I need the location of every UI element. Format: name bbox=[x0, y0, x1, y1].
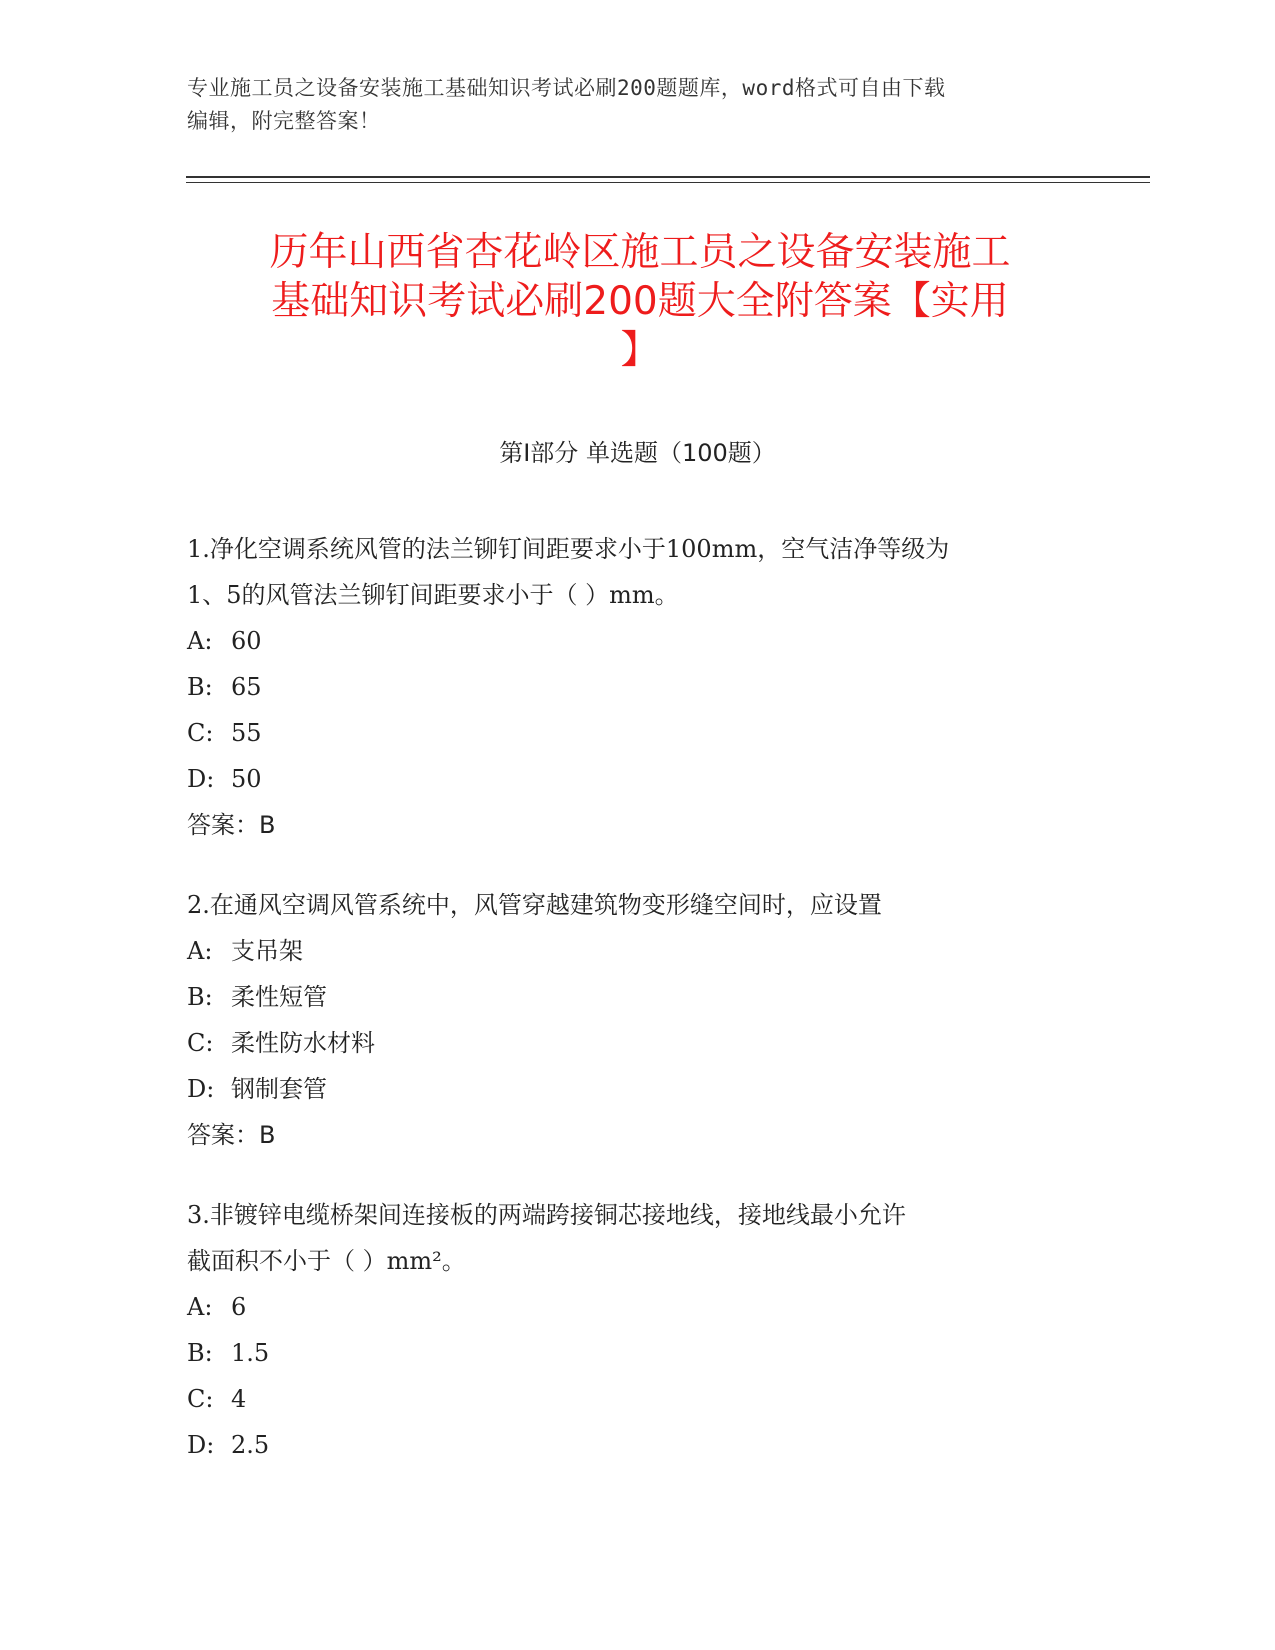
option-letter: B: bbox=[187, 673, 213, 701]
option-text: 柔性短管 bbox=[231, 983, 327, 1011]
question-stem: 3.非镀锌电缆桥架间连接板的两端跨接铜芯接地线，接地线最小允许 bbox=[187, 1201, 906, 1229]
option-text: 2.5 bbox=[231, 1431, 270, 1459]
section-heading: 第Ⅰ部分 单选题（100题） bbox=[499, 439, 776, 467]
header-divider bbox=[186, 176, 1150, 178]
option-text: 55 bbox=[231, 719, 262, 747]
option-letter: C: bbox=[187, 1029, 214, 1057]
option-c bbox=[187, 1020, 1087, 1066]
answer-text: 答案：B bbox=[187, 1121, 276, 1149]
option-letter: D: bbox=[187, 765, 215, 793]
option-d bbox=[187, 1422, 1087, 1468]
question-stem: 1.净化空调系统风管的法兰铆钉间距要求小于100mm，空气洁净等级为 bbox=[187, 535, 950, 563]
option-b bbox=[187, 664, 1087, 710]
option-text: 支吊架 bbox=[231, 937, 303, 965]
option-letter: D: bbox=[187, 1431, 215, 1459]
option-letter: C: bbox=[187, 1385, 214, 1413]
option-text: 4 bbox=[231, 1385, 247, 1413]
question-item bbox=[187, 526, 1087, 848]
option-c bbox=[187, 710, 1087, 756]
option-a bbox=[187, 618, 1087, 664]
option-letter: B: bbox=[187, 1339, 213, 1367]
question-item bbox=[187, 1192, 1087, 1468]
option-letter: D: bbox=[187, 1075, 215, 1103]
option-d bbox=[187, 1066, 1087, 1112]
option-letter: A: bbox=[187, 1293, 213, 1321]
option-a bbox=[187, 1284, 1087, 1330]
option-letter: C: bbox=[187, 719, 214, 747]
option-text: 柔性防水材料 bbox=[231, 1029, 375, 1057]
option-letter: B: bbox=[187, 983, 213, 1011]
option-text: 钢制套管 bbox=[231, 1075, 327, 1103]
option-c bbox=[187, 1376, 1087, 1422]
question-item bbox=[187, 882, 1087, 1158]
option-text: 60 bbox=[231, 627, 262, 655]
answer-text: 答案：B bbox=[187, 811, 276, 839]
document-title-line: 】 bbox=[620, 328, 660, 373]
option-text: 65 bbox=[231, 673, 262, 701]
option-a bbox=[187, 928, 1087, 974]
question-stem: 2.在通风空调风管系统中，风管穿越建筑物变形缝空间时，应设置 bbox=[187, 891, 882, 919]
document-title-line: 历年山西省杏花岭区施工员之设备安装施工 bbox=[269, 230, 1011, 275]
option-b bbox=[187, 974, 1087, 1020]
option-d bbox=[187, 756, 1087, 802]
header-note bbox=[187, 72, 1067, 138]
option-b bbox=[187, 1330, 1087, 1376]
option-text: 50 bbox=[231, 765, 262, 793]
header-note-line: 编辑，附完整答案！ bbox=[187, 109, 381, 133]
question-stem: 截面积不小于（ ）mm²。 bbox=[187, 1247, 466, 1275]
option-text: 1.5 bbox=[231, 1339, 270, 1367]
header-note-line: 专业施工员之设备安装施工基础知识考试必刷200题题库，word格式可自由下载 bbox=[187, 76, 946, 100]
question-stem: 1、5的风管法兰铆钉间距要求小于（ ）mm。 bbox=[187, 581, 679, 609]
header-divider-thin bbox=[186, 182, 1150, 183]
option-text: 6 bbox=[231, 1293, 247, 1321]
option-letter: A: bbox=[187, 937, 213, 965]
document-title bbox=[160, 228, 1120, 375]
document-title-line: 基础知识考试必刷200题大全附答案【实用 bbox=[271, 279, 1009, 324]
question-list bbox=[187, 526, 1087, 1502]
option-letter: A: bbox=[187, 627, 213, 655]
